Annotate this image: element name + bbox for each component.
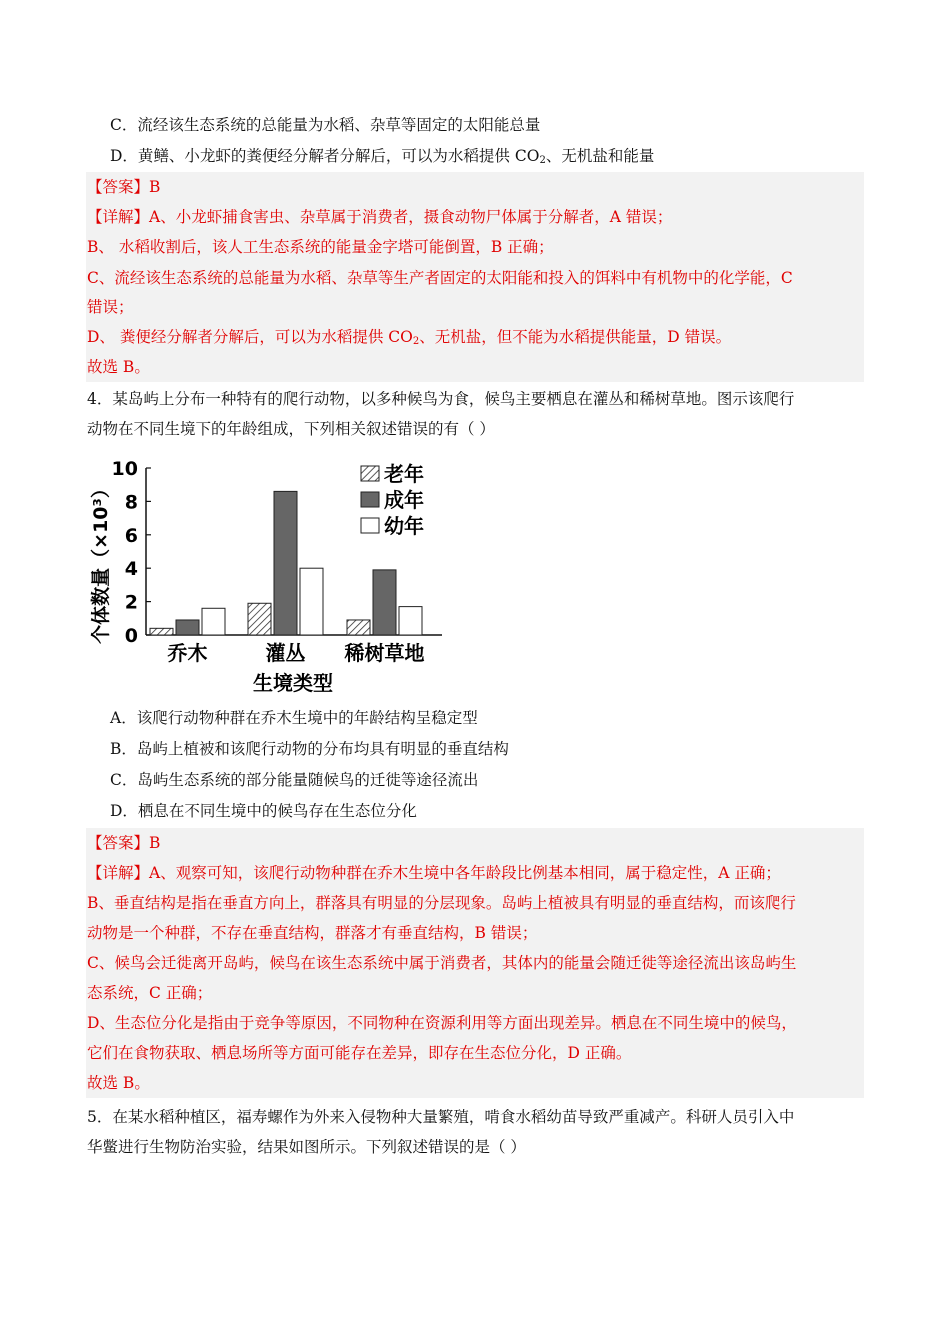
q4-detail-c-2: 态系统，C 正确； xyxy=(87,984,213,1002)
q4-detail-b-2: 动物是一个种群，不存在垂直结构，群落才有垂直结构，B 错误； xyxy=(87,924,538,942)
bar-group xyxy=(150,491,422,635)
y-tick-label: 8 xyxy=(124,491,138,514)
q3-detail-c-2: 错误； xyxy=(87,298,134,316)
q3-answer: 【答案】B xyxy=(87,178,161,196)
q4-option-c: C．岛屿生态系统的部分能量随候鸟的迁徙等途径流出 xyxy=(110,771,479,789)
y-tick-label: 2 xyxy=(124,591,138,614)
x-category-labels xyxy=(167,641,425,665)
legend-label: 成年 xyxy=(384,488,424,512)
bar-幼年-稀树草地 xyxy=(399,607,422,635)
q4-conclusion: 故选 B。 xyxy=(87,1074,150,1092)
x-category-label: 灌丛 xyxy=(265,641,306,665)
legend-swatch xyxy=(361,492,379,507)
y-tick-label: 0 xyxy=(124,625,138,647)
x-category-label: 稀树草地 xyxy=(344,641,425,665)
legend-label: 幼年 xyxy=(384,514,424,538)
x-axis-label: 生境类型 xyxy=(253,671,333,695)
legend-label: 老年 xyxy=(384,462,424,486)
q4-stem-2: 动物在不同生境下的年龄组成，下列相关叙述错误的有（ ） xyxy=(87,420,495,438)
q4-detail-c-1: C、候鸟会迁徙离开岛屿，候鸟在该生态系统中属于消费者，其体内的能量会随迁徙等途径流出该岛屿生 xyxy=(87,954,797,972)
bar-成年-乔木 xyxy=(176,620,199,635)
q3-option-d: D．黄鳝、小龙虾的粪便经分解者分解后，可以为水稻提供 $CO_2$、无机盐和能量 xyxy=(110,147,655,166)
y-axis-label: 个体数量（×10³） xyxy=(90,479,112,644)
y-tick-label: 4 xyxy=(124,558,138,581)
q3-detail-a: 【详解】A、小龙虾捕食害虫、杂草属于消费者，摄食动物尸体属于分解者，A 错误； xyxy=(87,208,673,226)
q3-detail-b: B、 水稻收割后，该人工生态系统的能量金字塔可能倒置，B 正确； xyxy=(87,238,554,256)
bar-老年-乔木 xyxy=(150,628,173,635)
legend xyxy=(361,462,424,538)
q4-detail-a: 【详解】A、观察可知，该爬行动物种群在乔木生境中各年龄段比例基本相同，属于稳定性，A 正确； xyxy=(87,864,781,882)
q4-option-d: D．栖息在不同生境中的候鸟存在生态位分化 xyxy=(110,802,417,820)
q4-option-a: A．该爬行动物种群在乔木生境中的年龄结构呈稳定型 xyxy=(110,709,478,727)
q3-option-c: C．流经该生态系统的总能量为水稻、杂草等固定的太阳能总量 xyxy=(110,116,541,134)
q4-detail-b-1: B、垂直结构是指在垂直方向上，群落具有明显的分层现象。岛屿上植被具有明显的垂直结构，而该爬行 xyxy=(87,894,796,912)
q5-stem-1: 5．在某水稻种植区，福寿螺作为外来入侵物种大量繁殖，啃食水稻幼苗导致严重减产。科研人员引入中 xyxy=(87,1108,795,1126)
q4-answer: 【答案】B xyxy=(87,834,161,852)
q3-detail-c-1: C、流经该生态系统的总能量为水稻、杂草等生产者固定的太阳能和投入的饵料中有机物中的化学能，C xyxy=(87,269,793,287)
y-tick-labels xyxy=(112,458,138,647)
bar-老年-灌丛 xyxy=(248,603,271,635)
q4-detail-d-2: 它们在食物获取、栖息场所等方面可能存在差异，即存在生态位分化，D 正确。 xyxy=(87,1044,632,1062)
q4-stem-1: 4．某岛屿上分布一种特有的爬行动物，以多种候鸟为食，候鸟主要栖息在灌丛和稀树草地。图示该爬行 xyxy=(87,390,795,408)
bar-成年-灌丛 xyxy=(274,491,297,635)
age-structure-bar-chart xyxy=(80,450,450,700)
q4-option-b: B．岛屿上植被和该爬行动物的分布均具有明显的垂直结构 xyxy=(110,740,509,758)
q4-detail-d-1: D、生态位分化是指由于竞争等原因，不同物种在资源利用等方面出现差异。栖息在不同生境中的候鸟， xyxy=(87,1014,797,1032)
legend-swatch xyxy=(361,466,379,481)
q5-stem-2: 华鳖进行生物防治实验，结果如图所示。下列叙述错误的是（ ） xyxy=(87,1138,526,1156)
bar-老年-稀树草地 xyxy=(347,620,370,635)
bar-成年-稀树草地 xyxy=(373,570,396,635)
legend-swatch xyxy=(361,518,379,533)
bar-幼年-乔木 xyxy=(202,608,225,635)
y-tick-label: 10 xyxy=(111,458,138,480)
bar-幼年-灌丛 xyxy=(300,568,323,635)
x-category-label: 乔木 xyxy=(167,641,208,665)
q3-detail-d: D、 粪便经分解者分解后，可以为水稻提供 $CO_2$、无机盐，但不能为水稻提供能量，D 错误。 xyxy=(87,328,732,347)
y-tick-label: 6 xyxy=(124,524,138,547)
q3-conclusion: 故选 B。 xyxy=(87,358,150,376)
